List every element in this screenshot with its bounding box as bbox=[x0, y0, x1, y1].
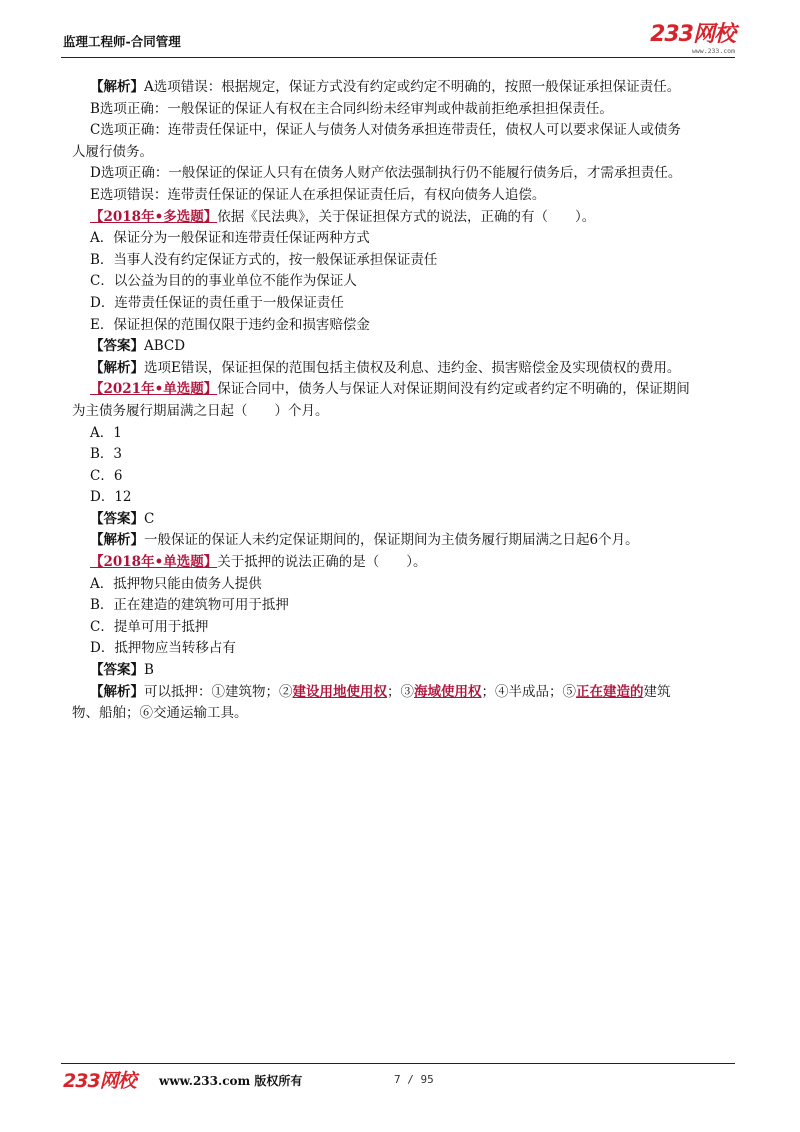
answer-line bbox=[72, 336, 736, 358]
highlight-term: 建设用地使用权 bbox=[292, 683, 387, 700]
analysis-line: E选项错误：连带责任保证的保证人在承担保证责任后，有权向债务人追偿。 bbox=[90, 186, 546, 203]
analysis-line: 【解析】选项E错误，保证担保的范围包括主债权及利息、违约金、损害赔偿金及实现债权的费用。 bbox=[90, 359, 681, 376]
analysis-line: B选项正确：一般保证的保证人有权在主合同纠纷未经审判或仲裁前拒绝承担担保责任。 bbox=[90, 100, 613, 117]
brand-logo bbox=[650, 24, 735, 55]
answer-value: ABCD bbox=[144, 338, 186, 355]
option-item: A．保证分为一般保证和连带责任保证两种方式 bbox=[90, 230, 370, 247]
option-item: A．抵押物只能由债务人提供 bbox=[90, 575, 262, 592]
answer-value: C bbox=[144, 510, 155, 527]
logo-url: www.233.com bbox=[691, 47, 735, 55]
question-stem: 【2018年•单选题】关于抵押的说法正确的是（ ）。 bbox=[90, 554, 427, 571]
question-tag: 【2018年•单选题】 bbox=[90, 554, 218, 571]
option-item: D．抵押物应当转移占有 bbox=[90, 640, 236, 657]
analysis-line: C选项正确：连带责任保证中，保证人与债务人对债务承担连带责任，债权人可以要求保证人或债务 bbox=[90, 122, 681, 139]
analysis-line: 人履行债务。 bbox=[72, 143, 153, 160]
analysis-line: 物、船舶；⑥交通运输工具。 bbox=[72, 705, 248, 722]
analysis-line: D选项正确：一般保证的保证人只有在债务人财产依法强制执行仍不能履行债务后，才需承担责任。 bbox=[90, 165, 682, 182]
footer-copyright: www.233.com 版权所有 bbox=[159, 1074, 303, 1088]
option-item: B．正在建造的建筑物可用于抵押 bbox=[90, 597, 289, 614]
analysis-label: 【解析】 bbox=[90, 359, 144, 376]
question-stem: 【2021年•单选题】保证合同中，债务人与保证人对保证期间没有约定或者约定不明确的，保证期间 bbox=[90, 381, 690, 398]
option-item: D．12 bbox=[90, 489, 132, 506]
logo-text: 233网校 bbox=[650, 22, 735, 47]
page-header bbox=[61, 24, 735, 58]
analysis-line: 【解析】A选项错误：根据规定，保证方式没有约定或约定不明确的，按照一般保证承担保证责任。 bbox=[90, 79, 681, 95]
option-item: C．6 bbox=[90, 467, 123, 484]
analysis-label: 【解析】 bbox=[90, 683, 144, 700]
question-tag: 【2021年•单选题】 bbox=[90, 381, 218, 398]
question-tag: 【2018年•多选题】 bbox=[90, 208, 218, 225]
option-item: C．提单可用于抵押 bbox=[90, 618, 209, 635]
option-item: D．连带责任保证的责任重于一般保证责任 bbox=[90, 294, 344, 311]
answer-line bbox=[72, 509, 736, 531]
answer-label: 【答案】 bbox=[90, 338, 144, 355]
document-title: 监理工程师-合同管理 bbox=[63, 34, 181, 49]
highlight-term: 海域使用权 bbox=[414, 683, 482, 700]
option-item: C．以公益为目的的事业单位不能作为保证人 bbox=[90, 273, 357, 290]
analysis-line: 【解析】一般保证的保证人未约定保证期间的，保证期间为主债务履行期届满之日起6个月。 bbox=[90, 532, 639, 549]
answer-line bbox=[72, 660, 736, 682]
analysis-line: 【解析】可以抵押：①建筑物；②建设用地使用权；③海域使用权；④半成品；⑤正在建造的建筑 bbox=[90, 683, 671, 700]
answer-value: B bbox=[144, 662, 154, 679]
document-body bbox=[72, 77, 736, 725]
analysis-label: 【解析】 bbox=[90, 532, 144, 549]
option-item: A．1 bbox=[90, 424, 122, 441]
footer-logo: 233网校 bbox=[63, 1070, 136, 1092]
analysis-label: 【解析】 bbox=[90, 79, 144, 95]
page-number: 7 / 95 bbox=[394, 1073, 434, 1086]
answer-label: 【答案】 bbox=[90, 510, 144, 527]
option-item: E．保证担保的范围仅限于违约金和损害赔偿金 bbox=[90, 316, 370, 333]
option-item: B．当事人没有约定保证方式的，按一般保证承担保证责任 bbox=[90, 251, 438, 268]
option-item: B．3 bbox=[90, 446, 123, 463]
question-stem-cont: 为主债务履行期届满之日起（ ）个月。 bbox=[72, 402, 329, 419]
highlight-term: 正在建造的 bbox=[576, 683, 644, 700]
answer-label: 【答案】 bbox=[90, 662, 144, 679]
question-stem: 【2018年•多选题】依据《民法典》，关于保证担保方式的说法，正确的有（ ）。 bbox=[90, 208, 596, 225]
page-footer bbox=[61, 1063, 735, 1094]
